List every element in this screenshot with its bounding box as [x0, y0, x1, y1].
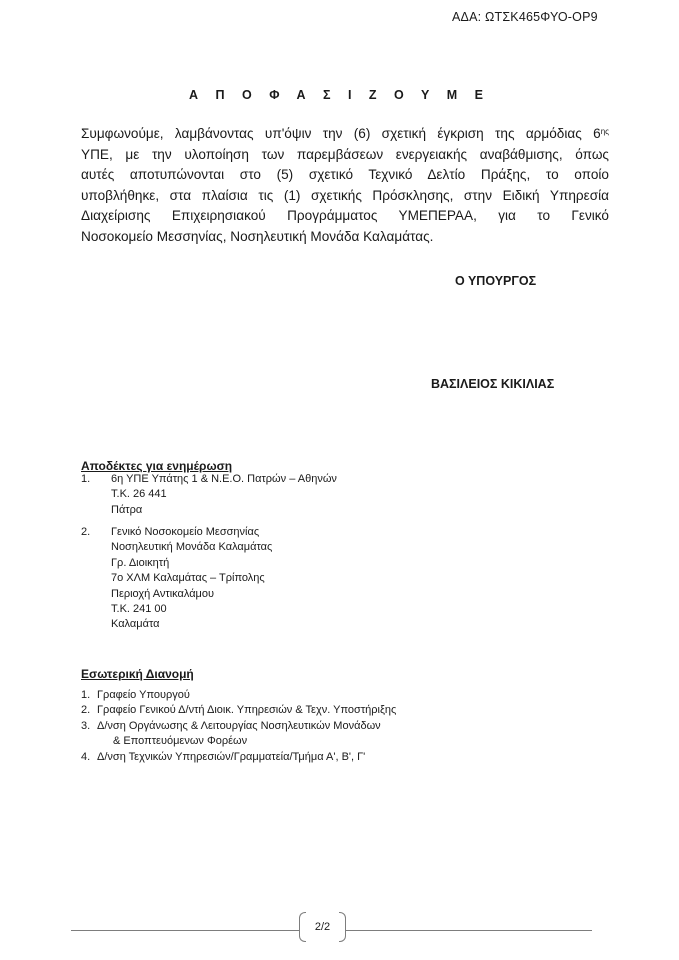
recipient-line: 6η ΥΠΕ Υπάτης 1 & Ν.Ε.Ο. Πατρών – Αθηνών: [111, 473, 337, 485]
recipient-line: Νοσηλευτική Μονάδα Καλαμάτας: [111, 541, 273, 554]
superscript: ης: [600, 127, 609, 136]
footer-rule-left: [71, 930, 300, 931]
internal-distribution-list: [81, 688, 501, 765]
recipient-line: Πάτρα: [111, 503, 143, 516]
decision-line: υποβλήθηκε, στα πλαίσια τις (1) σχετικής Πρόσκλησης, στην Ειδική Υπηρεσία: [81, 187, 609, 203]
recipient-line: Τ.Κ. 241 00: [111, 603, 167, 616]
ada-code: ΑΔΑ: ΩΤΣΚ465ΦΥΟ-ΟΡ9: [452, 10, 598, 24]
list-item: 4. Δ/νση Τεχνικών Υπηρεσιών/Γραμματεία/Τμήμα Α', Β', Γ': [81, 750, 366, 763]
recipient-line: Γενικό Νοσοκομείο Μεσσηνίας: [111, 526, 260, 538]
recipient-item: [81, 525, 481, 633]
recipients-heading: Αποδέκτες για ενημέρωση: [81, 459, 233, 473]
recipient-line: Περιοχή Αντικαλάμου: [111, 587, 215, 600]
footer-rule-right: [346, 930, 592, 931]
recipient-number: 1.: [81, 473, 91, 485]
internal-distribution-heading: Εσωτερική Διανομή: [81, 667, 194, 681]
decision-line: ΥΠΕ, με την υλοποίηση των παρεμβάσεων ενεργειακής αναβάθμισης, όπως: [81, 146, 609, 162]
recipient-line: Καλαμάτα: [111, 618, 160, 631]
list-item: 3. Δ/νση Οργάνωσης & Λειτουργίας Νοσηλευτικών Μονάδων & Εποπτευόμενων Φορέων: [81, 719, 381, 748]
recipient-number: 2.: [81, 526, 91, 538]
decision-paragraph: [81, 124, 609, 247]
decision-heading: Α Π Ο Φ Α Σ Ι Ζ Ο Υ Μ Ε: [189, 88, 490, 102]
decision-line: αυτές αποτυπώνονται στο (5) σχετικό Τεχνικό Δελτίο Πράξης, το οποίο: [81, 167, 609, 182]
signatory-title: Ο ΥΠΟΥΡΓΟΣ: [455, 274, 537, 288]
list-item: 2. Γραφείο Γενικού Δ/ντή Διοικ. Υπηρεσιών & Τεχν. Υποστήριξης: [81, 704, 397, 717]
recipient-line: Γρ. Διοικητή: [111, 556, 170, 569]
decision-line: Συμφωνούμε, λαμβάνοντας υπ'όψιν την (6) σχετική έγκριση της αρμόδιας $6^{\eta\varsigma}$: [81, 126, 609, 141]
recipient-line: Τ.Κ. 26 441: [111, 488, 167, 501]
page-number: 2/2: [314, 921, 331, 933]
list-item: 1. Γραφείο Υπουργού: [81, 689, 190, 701]
signatory-name: ΒΑΣΙΛΕΙΟΣ ΚΙΚΙΛΙΑΣ: [431, 377, 555, 391]
decision-line: Διαχείρισης Επιχειρησιακού Προγράμματος ΥΜΕΠΕΡΑΑ, για το Γενικό: [81, 208, 609, 223]
recipient-item: [81, 472, 481, 518]
recipient-line: 7ο ΧΛΜ Καλαμάτας – Τρίπολης: [111, 572, 265, 585]
decision-line: Νοσοκομείο Μεσσηνίας, Νοσηλευτική Μονάδα Καλαμάτας.: [81, 228, 434, 244]
